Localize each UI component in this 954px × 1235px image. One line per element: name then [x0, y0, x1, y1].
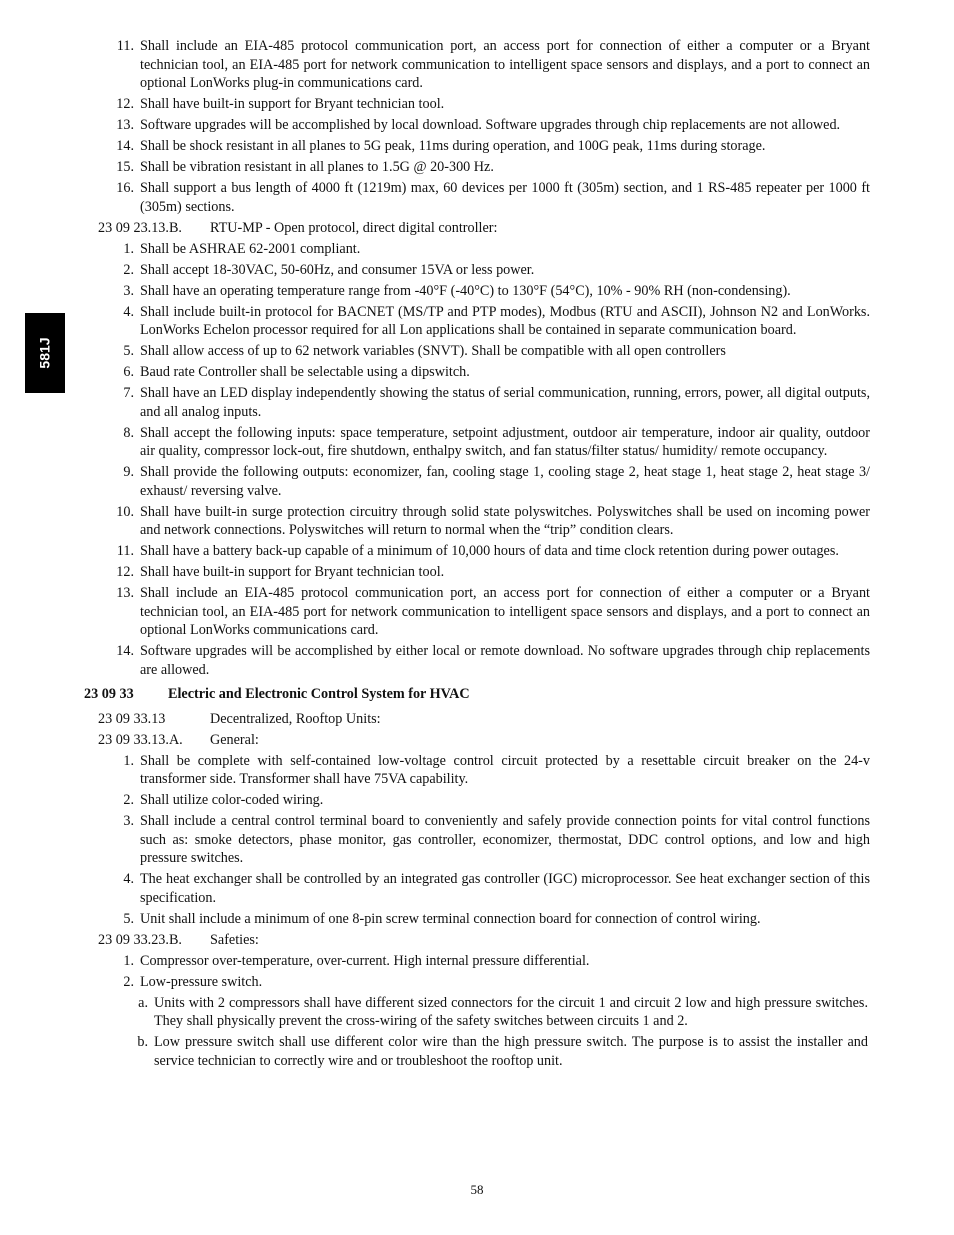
item-number: 6.: [123, 364, 134, 380]
item-text: Unit shall include a minimum of one 8-pin screw terminal connection board for connection of control wiring.: [140, 910, 761, 927]
list-item: [0, 542, 870, 561]
section-heading: [0, 731, 954, 750]
item-text: Low pressure switch shall use different color wire than the high pressure switch. The purpose is to assist the installer and service technician to correctly wire and or troubleshoot the rooftop unit.: [154, 1034, 868, 1069]
item-number: 2.: [123, 973, 134, 990]
item-number: 2.: [123, 261, 134, 278]
list-item: [0, 952, 870, 971]
list-item: [0, 812, 870, 868]
item-number: 1.: [123, 240, 134, 257]
item-text: Shall have built-in support for Bryant technician tool.: [140, 564, 445, 580]
section-heading: [0, 710, 954, 729]
item-text: Low-pressure switch.: [140, 973, 263, 990]
list-item: [0, 973, 870, 992]
list-item: [0, 584, 870, 640]
item-number: 5.: [123, 343, 134, 359]
item-number: 4.: [123, 303, 134, 320]
list-item: [0, 463, 870, 500]
side-tab-label: 581J: [37, 337, 53, 369]
item-text: The heat exchanger shall be controlled by an integrated gas controller (IGC) microprocessor. See heat exchanger section of this specification.: [140, 871, 870, 906]
list-item: [0, 642, 870, 679]
item-number: 10.: [116, 503, 134, 520]
section-code: 23 09 23.13.B.: [98, 219, 182, 236]
list-item: [0, 342, 870, 361]
item-number: 13.: [116, 117, 134, 133]
item-text: Shall have built-in support for Bryant technician tool.: [140, 96, 445, 112]
list-item: [0, 303, 870, 340]
item-number: 7.: [123, 385, 134, 401]
list-item: [0, 158, 870, 177]
sub-list-item: [0, 994, 868, 1031]
item-number: 3.: [123, 282, 134, 299]
section-heading: [0, 219, 954, 238]
list-item: [0, 240, 870, 259]
item-text: Shall be vibration resistant in all planes to 1.5G @ 20-300 Hz.: [140, 159, 494, 175]
list-item: [0, 752, 870, 789]
item-text: Shall include an EIA-485 protocol communication port, an access port for connection of either a computer or a Bryant technician tool, an EIA-485 port for network communication to intelligent space sensors and displays, and a port to connect an optional LonWorks communications card.: [140, 585, 870, 638]
item-text: Shall be shock resistant in all planes to 5G peak, 11ms during operation, and 100G peak, 11ms during storage.: [140, 138, 766, 154]
sub-list-item: [0, 1033, 868, 1070]
list-item: [0, 424, 870, 461]
item-number: 3.: [123, 813, 134, 829]
list-item: [0, 137, 870, 156]
item-text: Units with 2 compressors shall have different sized connectors for the circuit 1 and circuit 2 low and high pressure switches. They shall physically prevent the cross-wiring of the safety switches between circuits 1 and 2.: [154, 994, 868, 1029]
list-item: [0, 384, 870, 421]
item-number: 5.: [123, 910, 134, 927]
item-number: 4.: [123, 871, 134, 887]
item-number: 16.: [116, 180, 134, 196]
section-code: 23 09 33: [84, 686, 134, 702]
item-text: Shall include a central control terminal board to conveniently and safely provide connection points for vital control functions such as: smoke detectors, phase monitor, gas controller, economizer, thermostat, DDC control options, and low and high pressure switches.: [140, 813, 870, 866]
section-code: 23 09 33.23.B.: [98, 931, 182, 948]
item-text: Shall include built-in protocol for BACNET (MS/TP and PTP modes), Modbus (RTU and ASCII), Johnson N2 and LonWorks. LonWorks Echelon processor required for all Lon applications shall be contained in separate communication board.: [140, 303, 870, 338]
document-body: [0, 37, 954, 1073]
list-item: [0, 116, 870, 135]
item-text: Shall have an LED display independently showing the status of serial communication, running, errors, power, all digital outputs, and all analog inputs.: [140, 385, 870, 420]
section-title: General:: [210, 731, 259, 748]
section-code: 23 09 33.13.A.: [98, 731, 183, 748]
item-text: Shall provide the following outputs: economizer, fan, cooling stage 1, cooling stage 2, heat stage 1, heat stage 2, heat stage 3/ exhaust/ reversing valve.: [140, 464, 870, 499]
list-item: [0, 37, 870, 93]
section-code: 23 09 33.13: [98, 710, 166, 727]
item-text: Shall allow access of up to 62 network variables (SNVT). Shall be compatible with all open controllers: [140, 343, 726, 359]
item-number: 12.: [116, 96, 134, 112]
section-title: RTU-MP - Open protocol, direct digital controller:: [210, 219, 498, 236]
list-item: [0, 910, 870, 929]
item-text: Baud rate Controller shall be selectable using a dipswitch.: [140, 364, 470, 380]
item-number: 11.: [116, 543, 134, 559]
item-text: Shall accept 18-30VAC, 50-60Hz, and consumer 15VA or less power.: [140, 261, 535, 278]
item-text: Shall accept the following inputs: space temperature, setpoint adjustment, outdoor air temperature, indoor air quality, outdoor air quality, compressor lock-out, fire shutdown, enthalpy switch, and fan status/filter status/ humidity/ remote occupancy.: [140, 424, 870, 459]
item-text: Shall include an EIA-485 protocol communication port, an access port for connection of either a computer or a Bryant technician tool, an EIA-485 port for network communication to intelligent space sensors and displays, and a port to connect an optional LonWorks plug-in communications card.: [140, 38, 870, 91]
item-number: a.: [138, 994, 148, 1011]
item-number: 14.: [116, 138, 134, 154]
list-item: [0, 261, 870, 280]
item-text: Shall have an operating temperature range from -40°F (-40°C) to 130°F (54°C), 10% - 90% RH (non-condensing).: [140, 282, 791, 299]
list-item: [0, 870, 870, 907]
list-item: [0, 363, 870, 382]
list-item: [0, 282, 870, 301]
item-number: b.: [137, 1034, 148, 1050]
section-title: Electric and Electronic Control System for HVAC: [168, 686, 470, 702]
item-number: 8.: [123, 424, 134, 441]
section-title: Safeties:: [210, 931, 259, 948]
item-number: 12.: [116, 564, 134, 580]
list-item: [0, 563, 870, 582]
item-number: 13.: [116, 585, 134, 601]
page-number: 58: [470, 1182, 484, 1197]
item-number: 11.: [116, 38, 134, 54]
item-number: 15.: [116, 159, 134, 175]
section-heading: [0, 931, 954, 950]
list-item: [0, 503, 870, 540]
major-section-heading: [0, 685, 954, 704]
item-text: Software upgrades will be accomplished by either local or remote download. No software upgrades through chip replacements are allowed.: [140, 643, 870, 678]
list-item: [0, 791, 870, 810]
item-text: Shall have built-in surge protection circuitry through solid state polyswitches. Polyswitches shall be used on incoming power and network connections. Polyswitches will return to normal when the “trip” condition clears.: [140, 503, 870, 538]
item-text: Compressor over-temperature, over-current. High internal pressure differential.: [140, 952, 590, 969]
item-number: 14.: [116, 643, 134, 659]
item-text: Shall support a bus length of 4000 ft (1219m) max, 60 devices per 1000 ft (305m) section, and 1 RS-485 repeater per 1000 ft (305m) sections.: [140, 180, 870, 215]
item-number: 1.: [123, 952, 134, 969]
item-number: 9.: [123, 464, 134, 480]
item-text: Shall be complete with self-contained low-voltage control circuit protected by a resettable circuit breaker on the 24-v transformer side. Transformer shall have 75VA capability.: [140, 752, 870, 787]
item-text: Shall utilize color-coded wiring.: [140, 792, 324, 808]
item-number: 2.: [123, 792, 134, 808]
section-title: Decentralized, Rooftop Units:: [210, 710, 381, 727]
item-text: Shall be ASHRAE 62-2001 compliant.: [140, 240, 361, 257]
list-item: [0, 179, 870, 216]
item-number: 1.: [123, 752, 134, 769]
list-item: [0, 95, 870, 114]
item-text: Software upgrades will be accomplished by local download. Software upgrades through chip replacements are not allowed.: [140, 117, 841, 133]
item-text: Shall have a battery back-up capable of a minimum of 10,000 hours of data and time clock retention during power outages.: [140, 543, 839, 559]
